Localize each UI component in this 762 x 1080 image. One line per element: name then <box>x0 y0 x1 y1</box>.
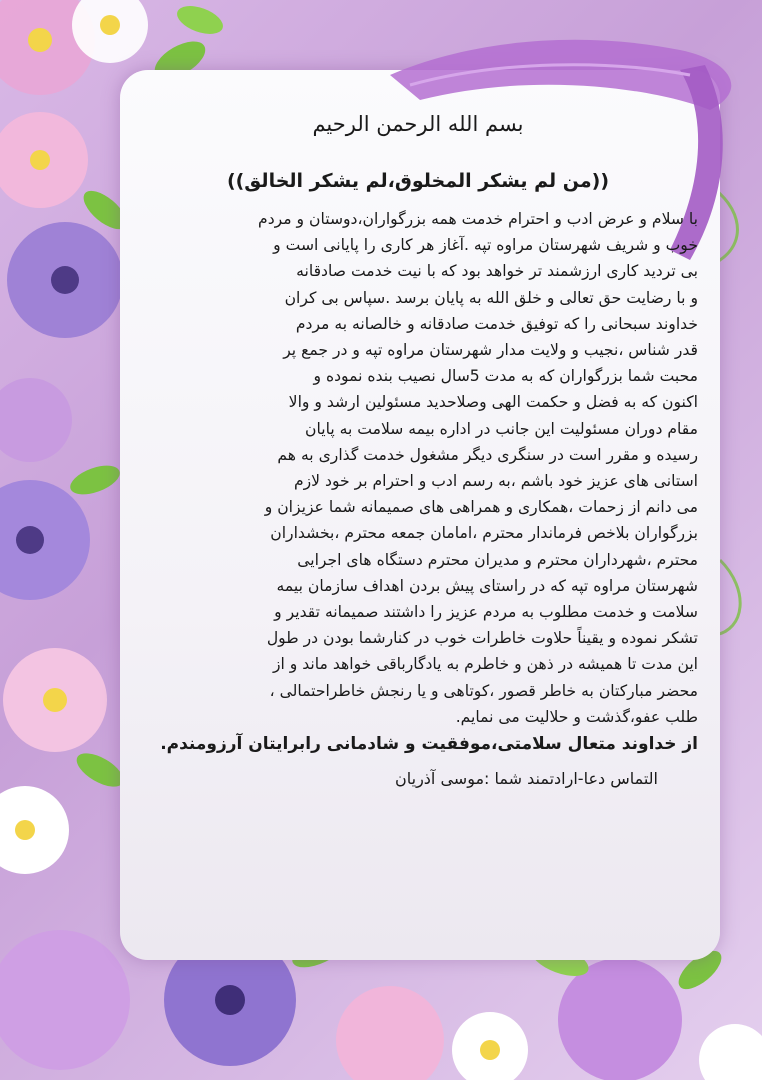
letter-content <box>138 100 698 794</box>
body-line: محبت شما بزرگواران که به مدت 5سال نصیب بنده نموده و <box>313 367 698 386</box>
letter-heading: بسم الله الرحمن الرحیم <box>312 112 524 136</box>
body-line: استانی های عزیز خود باشم ،به رسم ادب و احترام بر خود لازم <box>293 472 698 491</box>
body-line: سلامت و خدمت مطلوب به مردم عزیز را داشتند صمیمانه تقدیر و <box>274 603 698 622</box>
body-line: طلب عفو،گذشت و حلالیت می نمایم. <box>455 707 698 726</box>
body-line: خداوند سبحانی را که توفیق خدمت صادقانه و خالصانه به مردم <box>295 314 698 333</box>
body-line: و با رضایت حق تعالی و خلق الله به پایان برسد .سپاس بی کران <box>284 288 698 307</box>
body-line: این مدت تا همیشه در ذهن و خاطرم به یادگارباقی خواهد ماند و از <box>272 655 698 674</box>
body-line: محضر مبارکتان به خاطر قصور ،کوتاهی و یا رنجش خاطراحتمالی ، <box>269 681 698 700</box>
body-line: مقام دوران مسئولیت این جانب در اداره بیمه سلامت به پایان <box>305 419 698 438</box>
body-line: محترم ،شهرداران محترم و مدیران محترم دستگاه های اجرایی <box>297 550 698 569</box>
hadith-quote: ((من لم یشکر المخلوق،لم یشکر الخالق)) <box>226 170 610 192</box>
body-line: اکنون که به فضل و حکمت الهی وصلاحدید مسئولین ارشد و والا <box>288 393 698 412</box>
body-line: می دانم از زحمات ،همکاری و همراهی های صمیمانه شما عزیزان و <box>264 498 698 517</box>
body-line: بی تردید کاری ارزشمند تر خواهد بود که با نیت خدمت صادقانه <box>296 262 698 281</box>
body-line: رسیده و مقرر است در سنگری دیگر مشغول خدمت گذاری به هم <box>277 445 698 464</box>
body-line: با سلام و عرض ادب و احترام خدمت همه بزرگواران،دوستان و مردم <box>258 210 698 228</box>
body-line: شهرستان مراوه تپه که در راستای پیش بردن اهداف سازمان بیمه <box>276 576 698 595</box>
left-column-flowers <box>0 112 133 874</box>
signature: التماس دعا-ارادتمند شما :موسی آذریان <box>394 769 658 789</box>
body-line: قدر شناس ،نجیب و ولایت مدار شهرستان مراوه تپه و در جمع پر <box>283 341 698 360</box>
body-line: تشکر نموده و یقیناً حلاوت خاطرات خوب در کنارشما بودن در طول <box>266 629 698 648</box>
body-line: بزرگواران بلاخص فرماندار محترم ،امامان جمعه محترم ،بخشداران <box>270 524 698 543</box>
body-line: خوب و شریف شهرستان مراوه تپه .آغاز هر کاری را پایانی است و <box>273 236 698 255</box>
letter-body <box>138 206 698 730</box>
closing-wish: از خداوند متعال سلامتی،موفقیت و شادمانی رابرایتان آرزومندم. <box>160 734 698 755</box>
